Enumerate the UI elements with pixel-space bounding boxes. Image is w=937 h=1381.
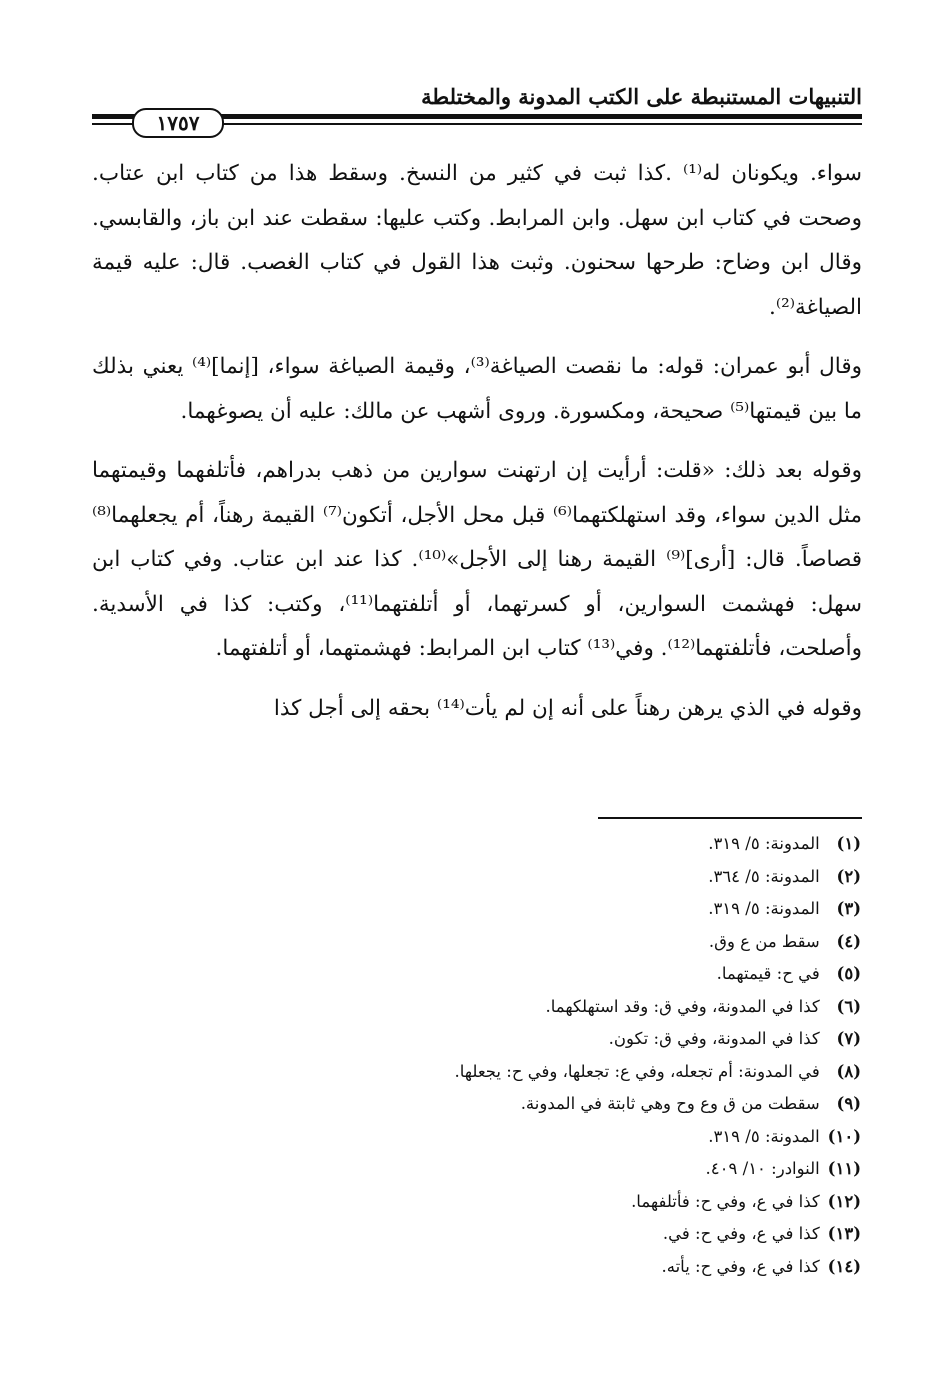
footnote-number: (٦) — [836, 996, 861, 1016]
footnote-number: (١٢) — [827, 1191, 861, 1211]
footnote-text: كذا في ع، وفي ح: فأتلفهما. — [631, 1191, 820, 1211]
footnote-number: (٢) — [836, 866, 861, 886]
footnote — [241, 893, 861, 926]
footnote-text: كذا في ع، وفي ح: يأته. — [661, 1256, 820, 1276]
footnote-number: (٩) — [836, 1094, 861, 1113]
footnote — [241, 958, 861, 991]
footnote — [241, 1251, 861, 1284]
footnote — [241, 861, 861, 894]
footnote-text: المدونة: ٥/ ٣١٩. — [708, 899, 820, 918]
footnote-number: (١٠) — [827, 1126, 861, 1146]
footnote-text: سقط من ع وق. — [708, 931, 820, 951]
footnote-text: سقطت من ق وع وح وهي ثابتة في المدونة. — [520, 1094, 820, 1113]
footnote — [241, 991, 861, 1024]
footnote-separator — [598, 817, 862, 819]
footnote-number: (١١) — [827, 1159, 861, 1178]
paragraph: وقوله في الذي يرهن رهناً على أنه إن لم يأت⁽¹⁴⁾ بحقه إلى أجل كذا — [273, 695, 862, 721]
footnote-text: المدونة: ٥/ ٣١٩. — [708, 834, 820, 853]
main-text — [92, 152, 862, 731]
footnote-text: النوادر: ١٠/ ٤٠٩. — [705, 1159, 820, 1178]
footnotes-list — [241, 828, 861, 1283]
footnote-number: (٧) — [836, 1029, 861, 1048]
footnote-number: (١٤) — [827, 1256, 861, 1276]
footnote — [241, 1218, 861, 1251]
footnote — [241, 1121, 861, 1154]
footnote-text: المدونة: ٥/ ٣٦٤. — [708, 866, 820, 886]
running-title: التنبيهات المستنبطة على الكتب المدونة والمختلطة — [421, 84, 862, 109]
footnote — [241, 1088, 861, 1121]
footnote-number: (١) — [836, 834, 861, 853]
paragraph: وقال أبو عمران: قوله: ما نقصت الصياغة⁽³⁾، وقيمة الصياغة سواء، [إنما]⁽⁴⁾ يعني بذلك ما بين قيمتها⁽⁵⁾ صحيحة، ومكسورة. وروى أشهب عن مالك: عليه أن يصوغهما. — [92, 354, 863, 424]
page-number: ١٧٥٧ — [132, 108, 224, 138]
footnote-text: كذا في المدونة، وفي ق: وقد استهلكهما. — [545, 996, 820, 1016]
footnote-text: كذا في ع، وفي ح: في. — [662, 1224, 820, 1243]
footnote-number: (٥) — [836, 964, 861, 983]
footnote-number: (٣) — [836, 899, 861, 918]
footnote-text: المدونة: ٥/ ٣١٩. — [708, 1126, 820, 1146]
running-header — [92, 84, 862, 135]
footnote-number: (١٣) — [827, 1224, 861, 1243]
footnote-text: في المدونة: أم تجعله، وفي ع: تجعلها، وفي ح: يجعلها. — [454, 1061, 820, 1081]
footnote — [241, 926, 861, 959]
footnote — [241, 1023, 861, 1056]
footnote-number: (٨) — [836, 1061, 861, 1081]
footnote — [241, 1153, 861, 1186]
footnote — [241, 1056, 861, 1089]
footnote-text: في ح: قيمتهما. — [716, 964, 820, 983]
footnote — [241, 1186, 861, 1219]
footnote — [241, 828, 861, 861]
footnote-number: (٤) — [836, 931, 861, 951]
paragraph: وقوله بعد ذلك: «قلت: أرأيت إن ارتهنت سوارين من ذهب بدراهم، فأتلفهما وقيمتهما مثل الدين سواء، وقد استهلكتهما⁽⁶⁾ قبل محل الأجل، أتكون⁽⁷⁾ القيمة رهناً، أم يجعلهما⁽⁸⁾ قصاصاً. قال: [أرى]⁽⁹⁾ القيمة رهنا إلى الأجل»⁽¹⁰⁾. كذا عند ابن عتاب. وفي كتاب ابن سهل: فهشمت السوارين، أو كسرتهما، أو أتلفتهما⁽¹¹⁾، وكتب: كذا في الأسدية. وأصلحت، فأتلفتهما⁽¹²⁾. وفي⁽¹³⁾ كتاب ابن المرابط: فهشمتهما، أو أتلفتهما. — [92, 458, 863, 661]
footnote-text: كذا في المدونة، وفي ق: تكون. — [608, 1029, 820, 1048]
paragraph: سواء. ويكونان له⁽¹⁾ .كذا ثبت في كثير من النسخ. وسقط هذا من كتاب ابن عتاب. وصحت في كتاب ابن سهل. وابن المرابط. وكتب عليها: سقطت عند ابن باز، والقابسي. وقال ابن وضاح: طرحها سحنون. وثبت هذا القول في كتاب الغصب. قال: عليه قيمة الصياغة⁽²⁾. — [92, 161, 862, 320]
